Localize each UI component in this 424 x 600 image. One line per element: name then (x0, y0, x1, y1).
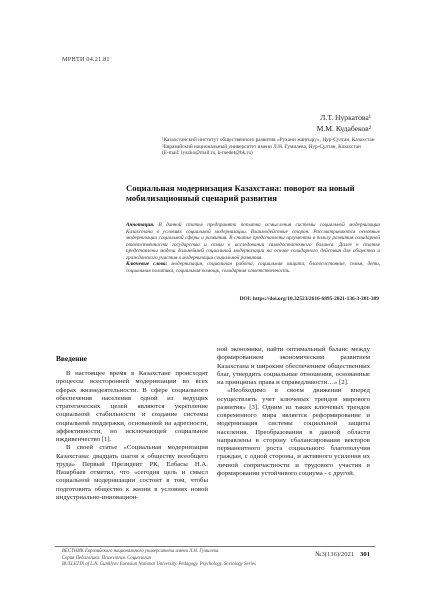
journal-footer (62, 549, 302, 569)
journal-name: ВЕСТНИК Евразийского национального университета имени Л.Н. Гумилева. (62, 549, 220, 554)
abstract-label: Аннотация. (126, 222, 155, 228)
body-paragraph: В своей статье «Социальная модернизация Казахстана: двадцать шагов к обществу всеобщего труда» Первый Президент РК, Елбасы Н.А. Назарбаев отметил, что «сегодня цель и смысл социальной модернизации состоит в том, чтобы подготовить общество к жизни в условиях новой индустриально-инновацион- (56, 444, 208, 501)
body-column-right (217, 346, 370, 478)
journal-series: Серия Педагогика. Психология. Социология (62, 555, 151, 561)
body-paragraph: В настоящее время в Казахстане происходят процессы всесторонней модернизации во всех сферах жизнедеятельности. В сфере социального обеспечения населения одной из ведущих стратегических целей являются укрепление социальной стабильности и создание системы социальной поддержки, основанной на адресности, эффективности, но исключающей социальное иждивенчество [1]. (56, 370, 208, 443)
keywords-paragraph (126, 261, 380, 274)
affiliation-email: (E-mail: lyazko@mail.ru, k-medet@bk.ru) (162, 150, 253, 157)
abstract-paragraph (126, 222, 380, 261)
footer-divider (55, 546, 375, 547)
affiliation-line: ²Евразийский национальный университет имени Л.Н. Гумилева, Нур-Султан, Казахстан (162, 143, 361, 150)
issue-info (315, 551, 370, 558)
page-number: 301 (360, 551, 370, 558)
affiliation-line: ¹Казахстанский институт общественного развития «Рухани жаңғыру», Нур-Султан, Казахстан (162, 137, 375, 143)
mrnti-code: МРНТИ 04.21.81 (62, 56, 110, 63)
keywords-text: модернизация, социальная работа, социальная защита, благосостояние, семья, дети, социальная политика, социальная помощь, солидарная ответственность. (126, 261, 381, 274)
body-column-left (56, 370, 208, 502)
article-title: Социальная модернизация Казахстана: поворот на новый мобилизационный сценарий развития (126, 183, 355, 204)
section-heading: Введение (56, 354, 87, 363)
body-paragraph: ной экономики, найти оптимальный баланс между формированием экономическим развитием Казахстана и широким обеспечением общественных благ, утвердить социальные отношения, основанные на принципах права и справедливости…» [2]. (217, 346, 370, 386)
keywords-label: Ключевые слова: (126, 261, 168, 268)
author-list (317, 113, 371, 134)
abstract-text: В данной статье предпринята попытка осмысления системы социальной модернизации Казахстана в условиях социальной модернизации. Взаимодействие сторон. Рассматриваются основные модернизации социальной сферы и развития. В статье представлены аргументы в пользу развития солидарной ответственности государства и семьи в исследовании самодостаточного баланса. Далее в статье представлены модели дальнейшей социальной модернизации на основе солидарного действия для общества и гражданского участия в модернизации социальной развития. (126, 222, 381, 261)
doi-link[interactable]: DOI: https://doi.org/10.32523/2616-6895-2021-136-3-301-309 (239, 296, 379, 302)
abstract-block (126, 222, 380, 274)
affiliations (162, 137, 380, 157)
journal-name-english: BULLETIN of L.N. Gumilyov Eurasian National University. Pedagogy. Psychology. Sociology Series (62, 562, 256, 568)
issue-number: №3(136)/2021 (315, 551, 355, 558)
author-name: М.М. Кудабеков² (316, 123, 371, 133)
body-paragraph: «Необходимо в своем движении вперед осуществлять учет ключевых трендов мирового развития» [3]. Одним из таких ключевых трендов современного мира является реформирование и модернизация системы социальной защиты населения. Преобразования в данной области направлены в сторону сбалансирования векторов перманентного роста социального благополучия граждан, с одной стороны, и активного усиления их личной сопричастности и трудового участия в формировании устойчивого социума - с другой. (217, 387, 370, 477)
author-name: Л.Т. Нуркатова¹ (320, 113, 371, 122)
